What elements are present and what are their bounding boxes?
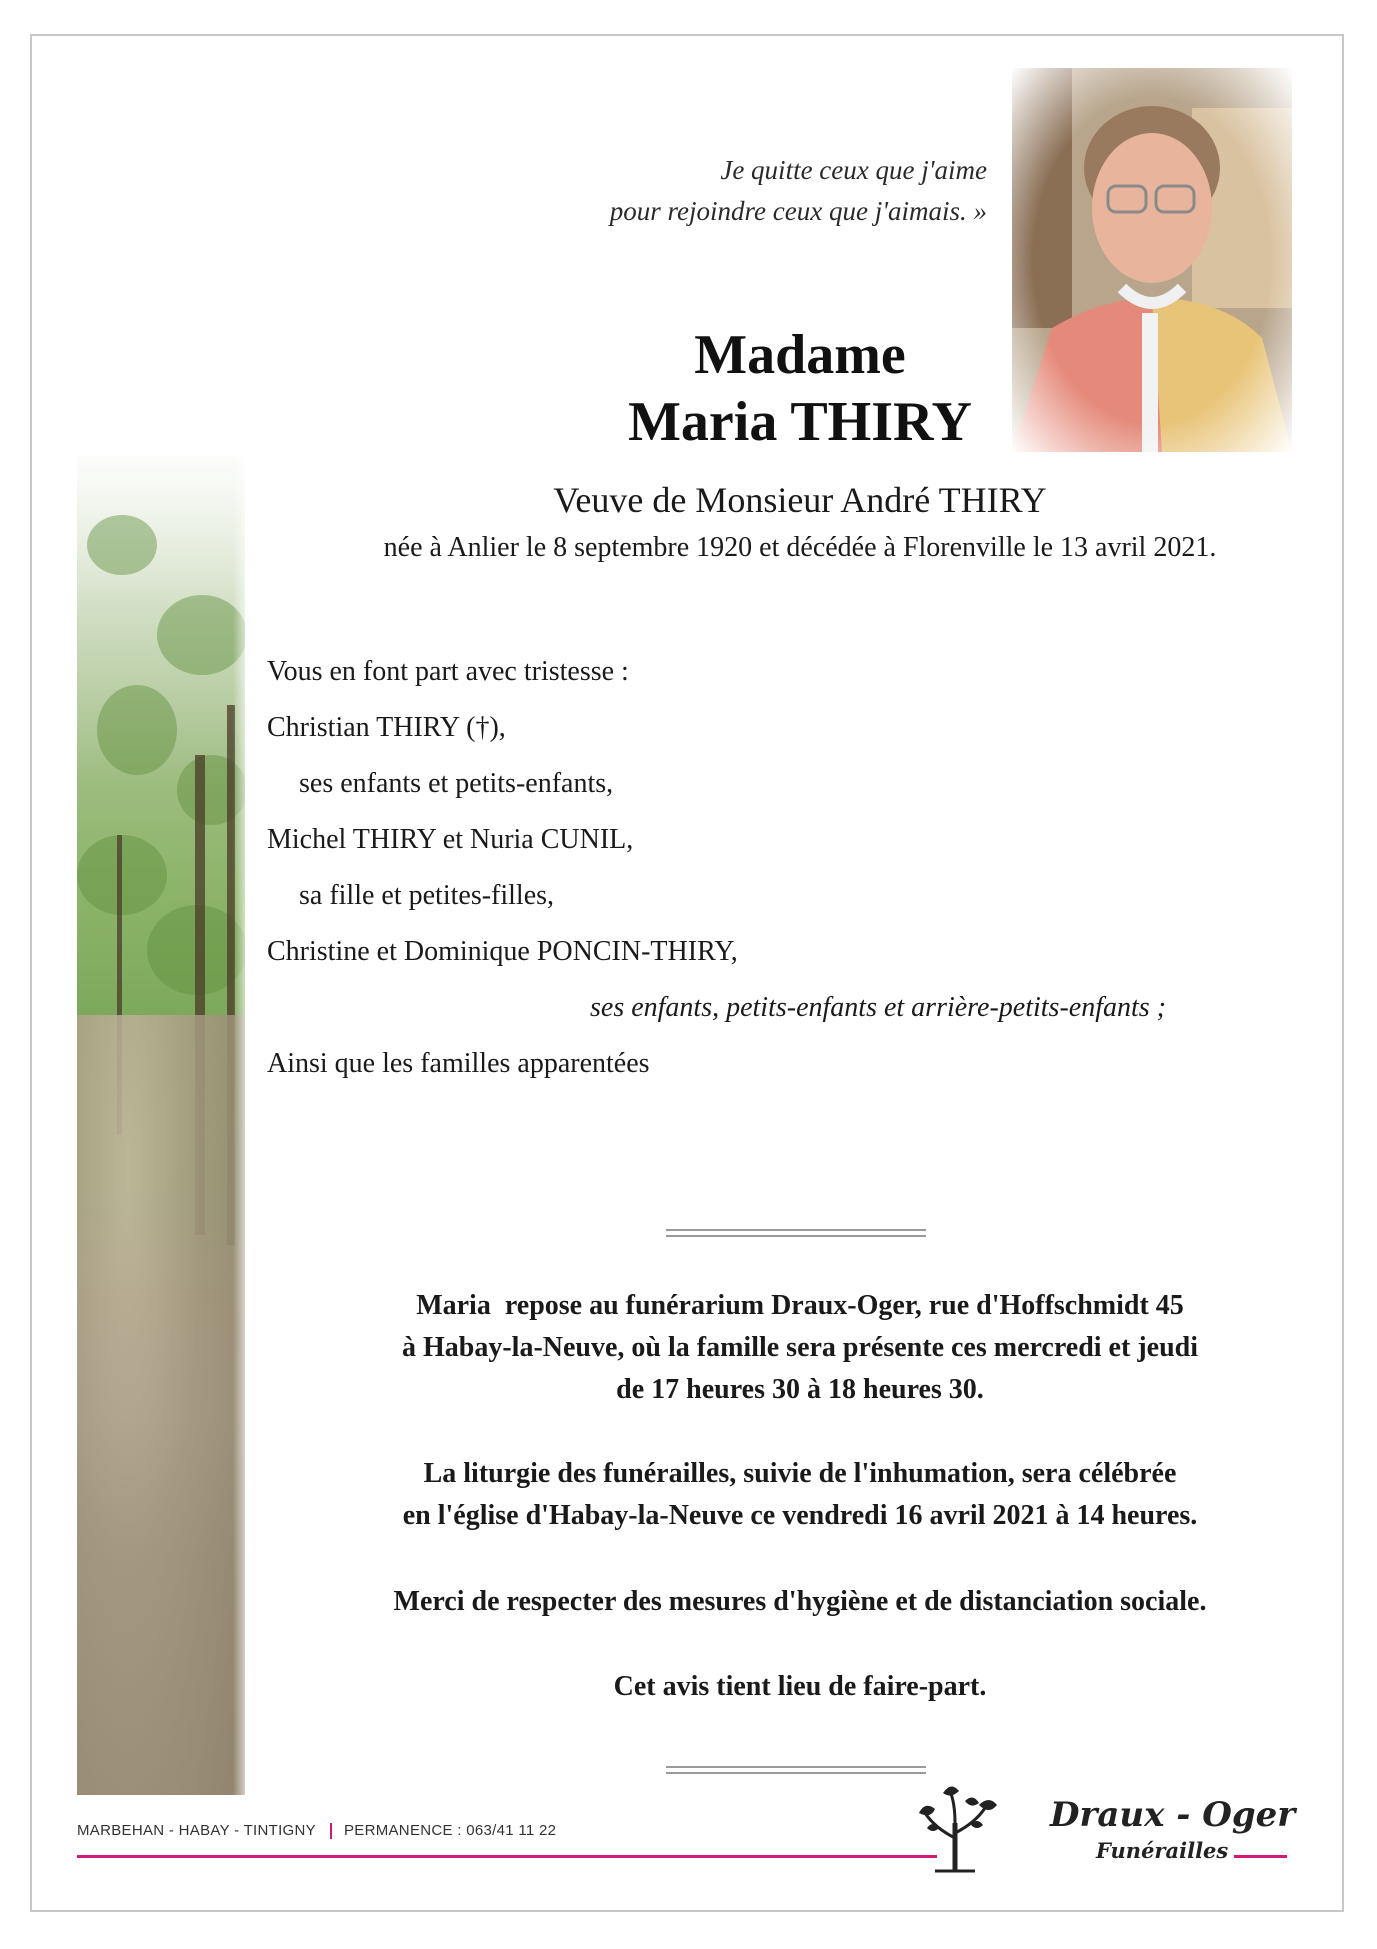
deceased-name: Maria THIRY <box>628 391 972 453</box>
footer-divider <box>330 1823 332 1839</box>
family-line: ses enfants, petits-enfants et arrière-petits-enfants ; <box>590 992 1166 1023</box>
family-line: Christine et Dominique PONCIN-THIRY, <box>267 936 738 967</box>
repose-info <box>290 1285 1310 1411</box>
family-line: Ainsi que les familles apparentées <box>267 1048 650 1079</box>
family-line: sa fille et petites-filles, <box>299 880 555 911</box>
family-line: ses enfants et petits-enfants, <box>299 768 614 799</box>
birth-death-line: née à Anlier le 8 septembre 1920 et décédée à Florenville le 13 avril 2021. <box>383 532 1217 563</box>
liturgy-line-2: en l'église d'Habay-la-Neuve ce vendredi 16 avril 2021 à 14 heures. <box>402 1500 1198 1531</box>
forest-path-image <box>77 455 245 1795</box>
repose-line-2: à Habay-la-Neuve, où la famille sera présente ces mercredi et jeudi <box>401 1332 1198 1363</box>
family-line: Michel THIRY et Nuria CUNIL, <box>267 824 634 855</box>
family-line: Christian THIRY (†), <box>267 712 506 743</box>
footer-contact <box>77 1822 556 1839</box>
repose-line-1: Maria repose au funérarium Draux-Oger, rue d'Hoffschmidt 45 <box>416 1290 1184 1321</box>
liturgy-info <box>290 1453 1310 1537</box>
quote-line-1: Je quitte ceux que j'aime <box>720 155 987 185</box>
quote <box>610 150 987 232</box>
separator <box>666 1229 926 1237</box>
portrait-photo <box>1012 68 1292 452</box>
widow-of: Veuve de Monsieur André THIRY <box>553 480 1047 520</box>
title-madame: Madame <box>694 324 906 386</box>
liturgy-line-1: La liturgie des funérailles, suivie de l'inhumation, sera célébrée <box>423 1458 1177 1489</box>
footer-locations: MARBEHAN - HABAY - TINTIGNY <box>77 1822 316 1839</box>
tree-logo-icon <box>905 1783 1005 1873</box>
repose-line-3: de 17 heures 30 à 18 heures 30. <box>616 1374 984 1405</box>
faire-part-notice: Cet avis tient lieu de faire-part. <box>613 1671 987 1702</box>
quote-line-2: pour rejoindre ceux que j'aimais. » <box>609 196 987 226</box>
hygiene-notice: Merci de respecter des mesures d'hygiène et de distanciation sociale. <box>393 1586 1207 1617</box>
family-list <box>267 652 1287 1100</box>
footer-permanence: PERMANENCE : 063/41 11 22 <box>343 1822 557 1839</box>
brand-subtitle: Funérailles <box>1090 1838 1234 1863</box>
separator <box>666 1766 926 1774</box>
brand-name: Draux - Oger <box>1050 1795 1296 1835</box>
family-intro: Vous en font part avec tristesse : <box>267 656 629 687</box>
